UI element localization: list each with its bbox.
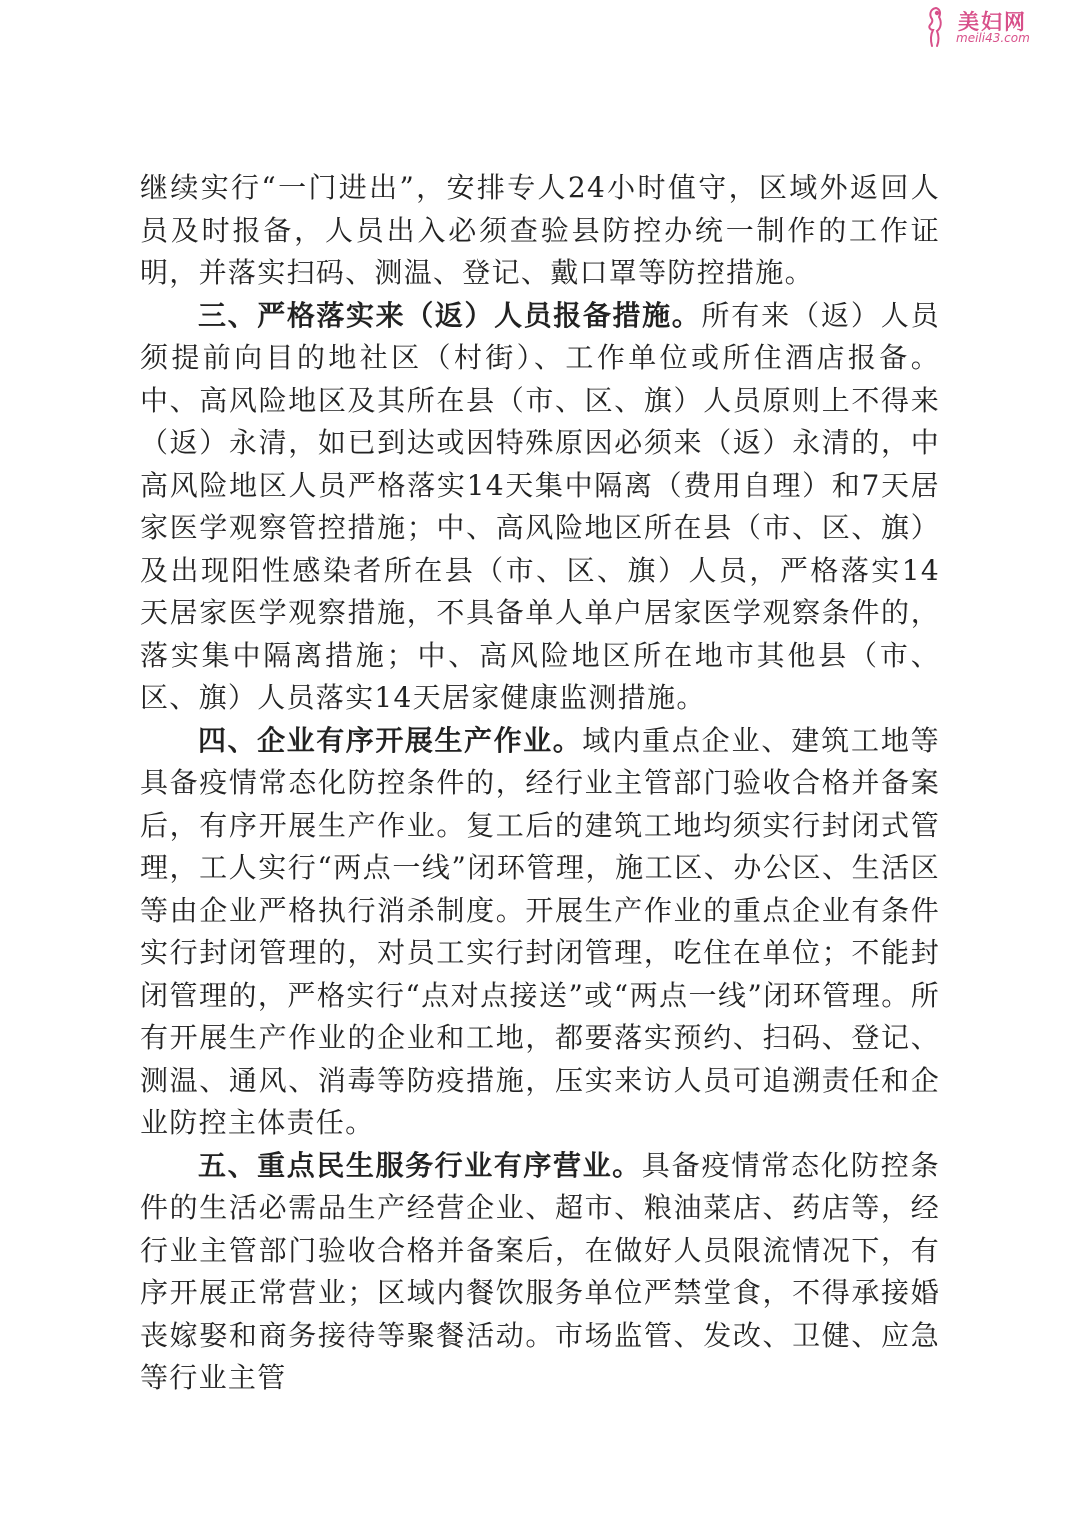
- watermark-site-name: 美妇网: [958, 10, 1027, 34]
- site-watermark: [922, 4, 1052, 50]
- paragraph-section-3: [140, 295, 940, 720]
- section-heading: 三、严格落实来（返）人员报备措施。: [198, 298, 702, 332]
- section-heading: 四、企业有序开展生产作业。: [198, 723, 583, 757]
- woman-silhouette-icon: [922, 6, 948, 48]
- paragraph-section-4: [140, 720, 940, 1145]
- paragraph-body: 具备疫情常态化防控条件的生活必需品生产经营企业、超市、粮油菜店、药店等，经行业主管部门验收合格并备案后，在做好人员限流情况下，有序开展正常营业；区域内餐饮服务单位严禁堂食，不得承接婚丧嫁娶和商务接待等聚餐活动。市场监管、发改、卫健、应急等行业主管: [140, 1148, 940, 1394]
- paragraph-body: 所有来（返）人员须提前向目的地社区（村街）、工作单位或所住酒店报备。中、高风险地区及其所在县（市、区、旗）人员原则上不得来（返）永清，如已到达或因特殊原因必须来（返）永清的，中高风险地区人员严格落实14天集中隔离（费用自理）和7天居家医学观察管控措施；中、高风险地区所在县（市、区、旗）及出现阳性感染者所在县（市、区、旗）人员，严格落实14天居家医学观察措施，不具备单人单户居家医学观察条件的，落实集中隔离措施；中、高风险地区所在地市其他县（市、区、旗）人员落实14天居家健康监测措施。: [140, 298, 940, 714]
- paragraph-body: 继续实行“一门进出”，安排专人24小时值守，区域外返回人员及时报备，人员出入必须查验县防控办统一制作的工作证明，并落实扫码、测温、登记、戴口罩等防控措施。: [140, 171, 940, 289]
- paragraph-body: 域内重点企业、建筑工地等具备疫情常态化防控条件的，经行业主管部门验收合格并备案后，有序开展生产作业。复工后的建筑工地均须实行封闭式管理，工人实行“两点一线”闭环管理，施工区、办公区、生活区等由企业严格执行消杀制度。开展生产作业的重点企业有条件实行封闭管理的，对员工实行封闭管理，吃住在单位；不能封闭管理的，严格实行“点对点接送”或“两点一线”闭环管理。所有开展生产作业的企业和工地，都要落实预约、扫码、登记、测温、通风、消毒等防疫措施，压实来访人员可追溯责任和企业防控主体责任。: [140, 723, 940, 1139]
- watermark-url: meili43.com: [956, 31, 1030, 45]
- paragraph-section-5: [140, 1145, 940, 1400]
- paragraph-continuation: [140, 167, 940, 295]
- document-body: [140, 167, 940, 1400]
- section-heading: 五、重点民生服务行业有序营业。: [198, 1148, 642, 1182]
